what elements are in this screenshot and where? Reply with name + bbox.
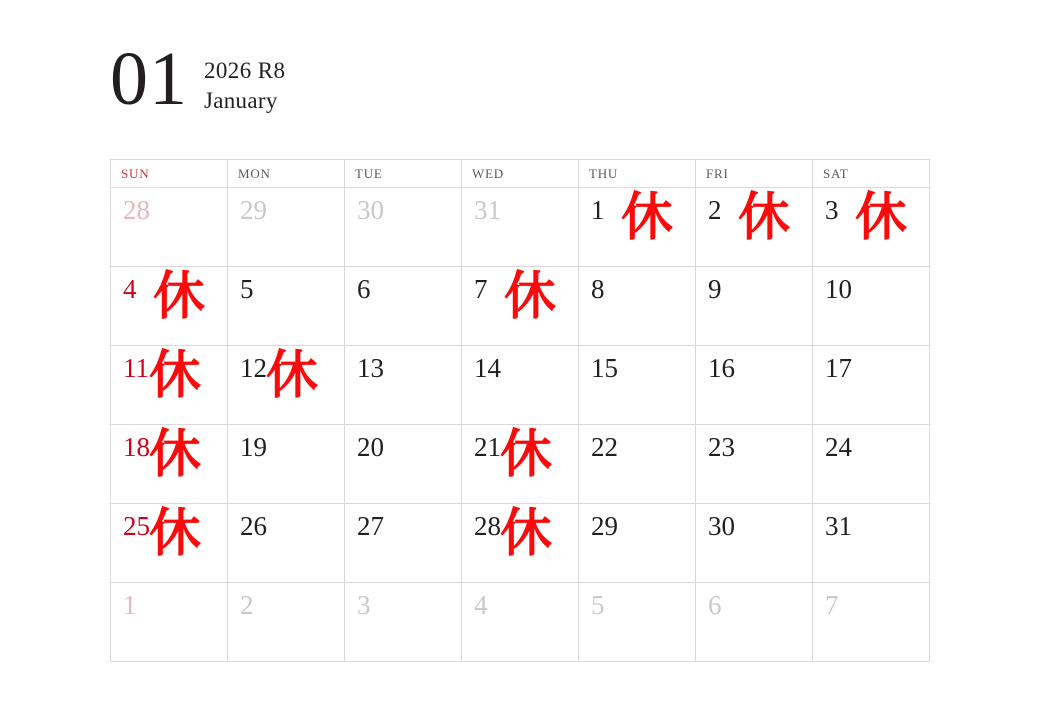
calendar-day-cell[interactable] [228,504,345,583]
calendar-day-cell[interactable] [111,267,228,346]
day-number: 24 [825,432,852,462]
weekday-header-mon: MON [228,160,345,188]
calendar-day-cell[interactable] [579,346,696,425]
day-number: 6 [708,590,722,620]
calendar-day-cell[interactable] [111,346,228,425]
calendar-day-cell[interactable] [579,425,696,504]
calendar-day-cell[interactable] [111,188,228,267]
calendar-week-row [111,583,930,662]
calendar-body [111,188,930,662]
calendar-day-cell[interactable] [345,188,462,267]
calendar-day-cell[interactable] [813,504,930,583]
day-number: 5 [591,590,605,620]
calendar-day-cell[interactable] [228,188,345,267]
day-number: 6 [357,274,371,304]
calendar-day-cell[interactable] [345,267,462,346]
calendar-day-cell[interactable] [813,188,930,267]
calendar-day-cell[interactable] [228,267,345,346]
calendar-week-row [111,504,930,583]
day-number: 30 [357,195,384,225]
day-number: 19 [240,432,267,462]
day-number: 23 [708,432,735,462]
day-number: 28 [474,511,501,541]
weekday-header-fri: FRI [696,160,813,188]
holiday-mark: 休 [621,188,674,248]
day-number: 11 [123,353,149,383]
calendar-day-cell[interactable] [462,346,579,425]
calendar-day-cell[interactable] [696,583,813,662]
day-number: 4 [474,590,488,620]
day-number: 26 [240,511,267,541]
calendar-week-row [111,188,930,267]
calendar-day-cell[interactable] [813,583,930,662]
calendar-day-cell[interactable] [111,425,228,504]
day-number: 7 [474,274,488,304]
day-number: 9 [708,274,722,304]
day-number: 10 [825,274,852,304]
day-number: 16 [708,353,735,383]
day-number: 3 [825,195,839,225]
calendar-day-cell[interactable] [345,346,462,425]
day-number: 4 [123,274,137,304]
holiday-mark: 休 [266,346,319,406]
calendar-header [110,37,286,121]
weekday-header-wed: WED [462,160,579,188]
calendar-day-cell[interactable] [228,583,345,662]
day-number: 28 [123,195,150,225]
calendar-day-cell[interactable] [345,425,462,504]
calendar-day-cell[interactable] [813,425,930,504]
weekday-header-thu: THU [579,160,696,188]
calendar-day-cell[interactable] [345,583,462,662]
day-number: 15 [591,353,618,383]
weekday-header-sat: SAT [813,160,930,188]
calendar-day-cell[interactable] [228,425,345,504]
calendar-grid [110,159,930,662]
calendar-day-cell[interactable] [579,504,696,583]
month-number: 01 [110,37,188,121]
calendar-day-cell[interactable] [813,346,930,425]
holiday-mark: 休 [500,504,553,564]
calendar-week-row [111,346,930,425]
holiday-mark: 休 [738,188,791,248]
calendar-day-cell[interactable] [579,583,696,662]
day-number: 31 [474,195,501,225]
month-name-label: January [204,88,278,113]
day-number: 3 [357,590,371,620]
day-number: 1 [591,195,605,225]
calendar-day-cell[interactable] [696,188,813,267]
day-number: 17 [825,353,852,383]
day-number: 1 [123,590,137,620]
weekday-header-row [111,160,930,188]
calendar-day-cell[interactable] [345,504,462,583]
calendar-day-cell[interactable] [111,583,228,662]
calendar-day-cell[interactable] [696,267,813,346]
day-number: 31 [825,511,852,541]
calendar-week-row [111,425,930,504]
day-number: 7 [825,590,839,620]
day-number: 8 [591,274,605,304]
day-number: 21 [474,432,501,462]
day-number: 14 [474,353,501,383]
year-era-label: 2026 R8 [204,58,286,83]
calendar-week-row [111,267,930,346]
header-text-block [204,40,285,116]
day-number: 2 [708,195,722,225]
day-number: 18 [123,432,150,462]
day-number: 29 [591,511,618,541]
calendar-day-cell[interactable] [462,188,579,267]
calendar-day-cell[interactable] [696,425,813,504]
holiday-mark: 休 [149,504,202,564]
day-number: 5 [240,274,254,304]
day-number: 13 [357,353,384,383]
calendar-day-cell[interactable] [462,583,579,662]
day-number: 29 [240,195,267,225]
calendar-day-cell[interactable] [579,267,696,346]
day-number: 12 [240,353,267,383]
holiday-mark: 休 [500,425,553,485]
calendar-day-cell[interactable] [462,425,579,504]
day-number: 22 [591,432,618,462]
calendar-day-cell[interactable] [111,504,228,583]
calendar-day-cell[interactable] [579,188,696,267]
calendar-day-cell[interactable] [696,504,813,583]
weekday-header-sun: SUN [111,160,228,188]
day-number: 20 [357,432,384,462]
weekday-header-tue: TUE [345,160,462,188]
calendar-day-cell[interactable] [228,346,345,425]
calendar-day-cell[interactable] [696,346,813,425]
holiday-mark: 休 [153,267,206,327]
calendar-day-cell[interactable] [462,504,579,583]
day-number: 2 [240,590,254,620]
holiday-mark: 休 [504,267,557,327]
day-number: 25 [123,511,150,541]
day-number: 30 [708,511,735,541]
holiday-mark: 休 [149,425,202,485]
day-number: 27 [357,511,384,541]
holiday-mark: 休 [149,346,202,406]
holiday-mark: 休 [855,188,908,248]
calendar-day-cell[interactable] [462,267,579,346]
calendar-day-cell[interactable] [813,267,930,346]
